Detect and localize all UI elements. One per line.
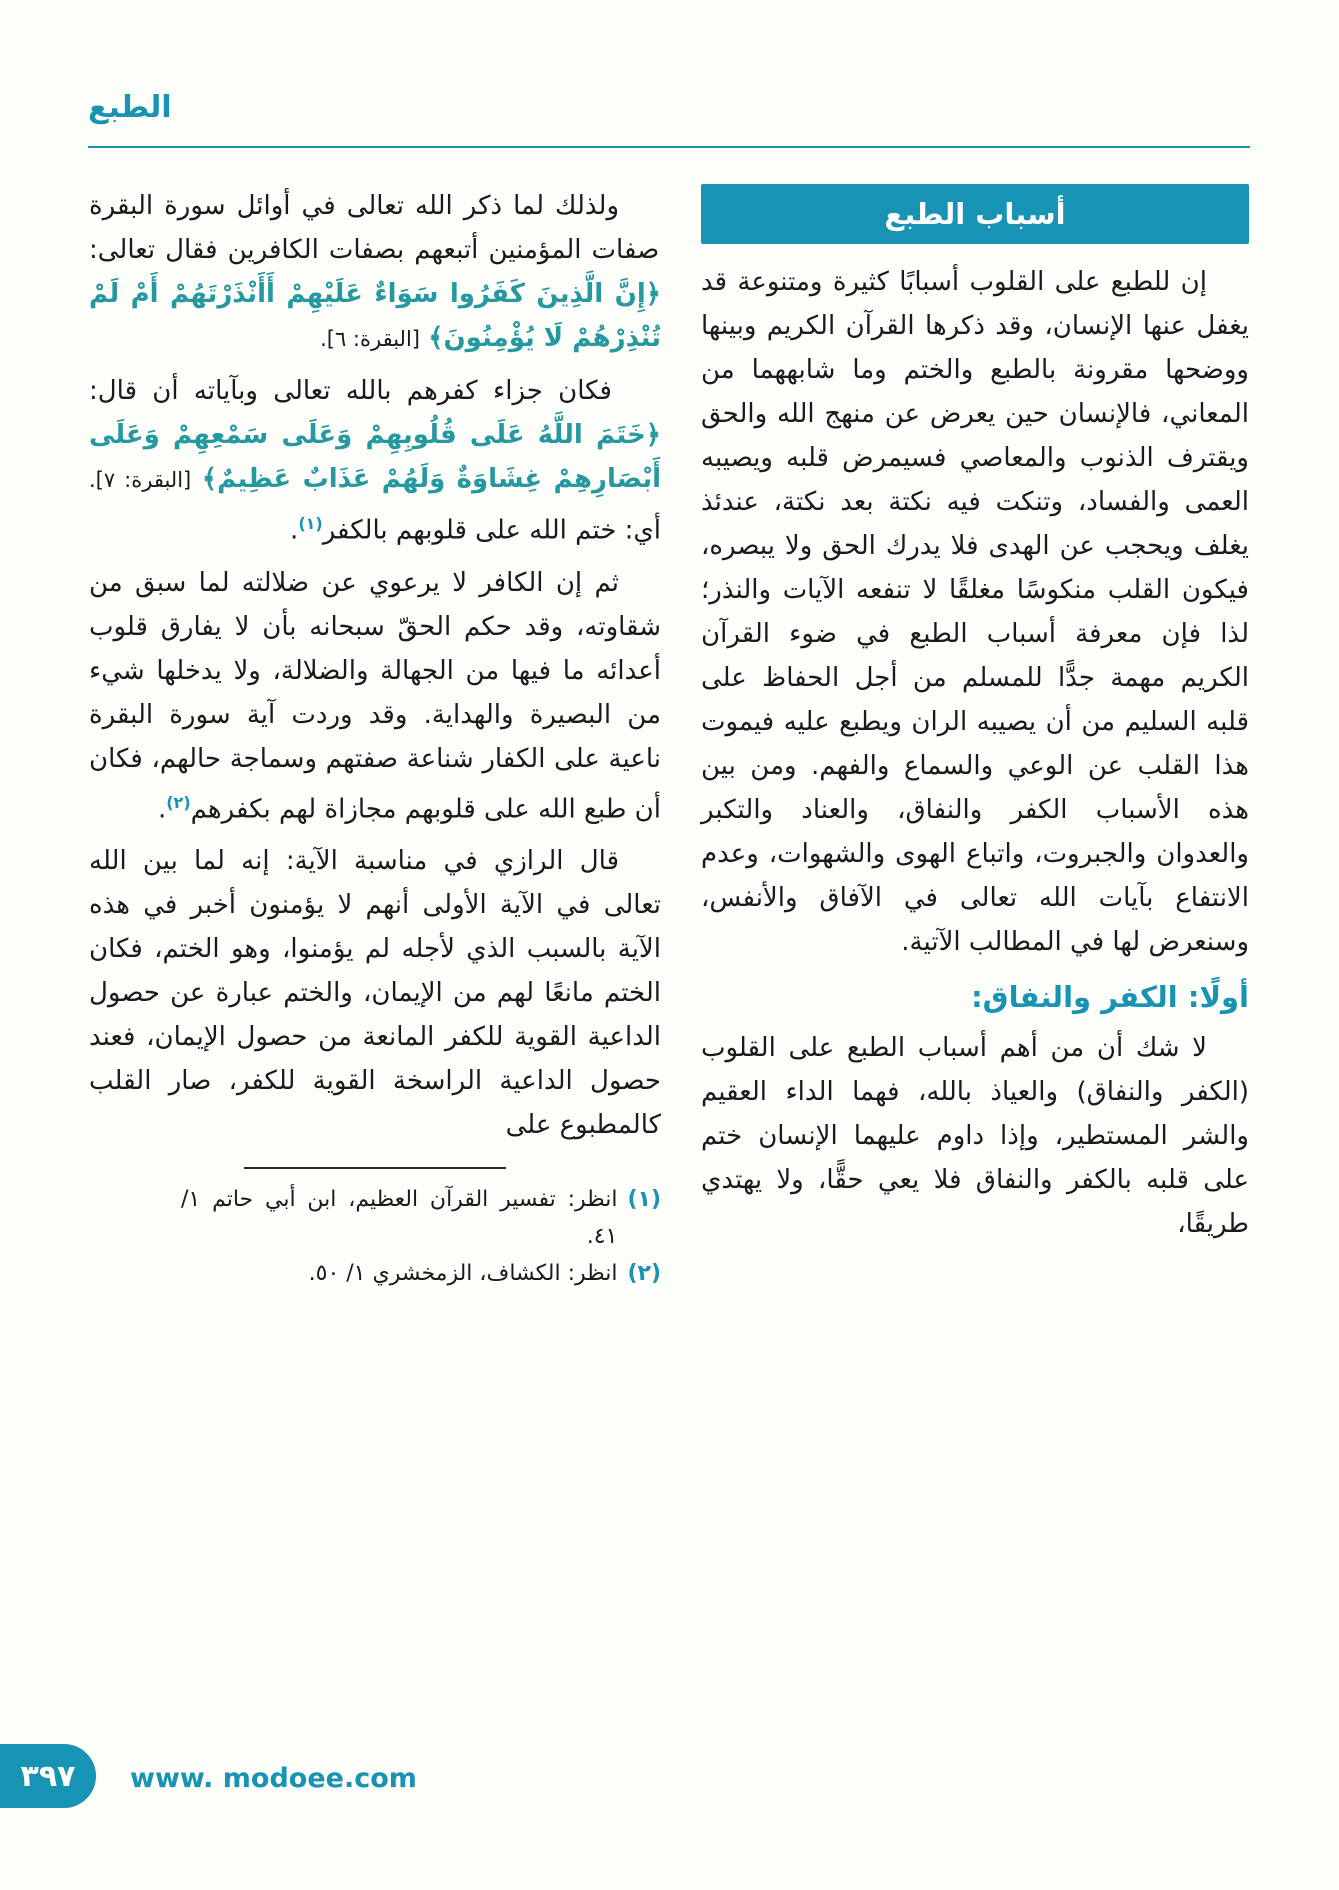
- paragraph-seal-verse: [89, 369, 661, 553]
- paragraph-baqara-intro: [89, 184, 661, 361]
- subheading-first-cause: أولًا: الكفر والنفاق:: [971, 980, 1249, 1014]
- paragraph-kafir-state: [89, 561, 661, 832]
- paragraph-razi-quote: قال الرازي في مناسبة الآية: إنه لما بين الله تعالى في الآية الأولى أنهم لا يؤمنون أخبر في هذه الآية بالسبب الذي لأجله لم يؤمنوا، وهو الختم، فكان الختم مانعًا لهم من الإيمان، والختم عبارة عن حصول الداعية القوية للكفر المانعة من حصول الإيمان، فعند حصول الداعية الراسخة القوية للكفر، صار القلب كالمطبوع على: [89, 846, 661, 1141]
- footnote-number: (٢): [627, 1261, 661, 1287]
- footnote-1: [181, 1181, 661, 1255]
- paragraph-text: ولذلك لما ذكر الله تعالى في أوائل سورة البقرة صفات المؤمنين أتبعهم بصفات الكافرين فقال تعالى:: [89, 191, 660, 265]
- paragraph-text: أي: ختم الله على قلوبهم بالكفر: [322, 515, 661, 546]
- page-number-badge: ٣٩٧: [0, 1744, 96, 1808]
- footnote-number: (١): [627, 1187, 661, 1213]
- footnotes: [181, 1181, 661, 1292]
- paragraph-kufr-nifaq: لا شك أن من أهم أسباب الطبع على القلوب (الكفر والنفاق) والعياذ بالله، فهما الداء العقيم والشر المستطير، وإذا داوم عليهما الإنسان ختم على قلبه بالكفر والنفاق فلا يعي حقًّا، ولا يهتدي طريقًا،: [701, 1033, 1249, 1239]
- verse-reference-baqara-7: [البقرة: ٧].: [89, 468, 192, 492]
- running-head-title: الطبع: [88, 90, 172, 125]
- header-rule: [88, 146, 1250, 148]
- quran-verse-baqara-7: ﴿خَتَمَ اللَّهُ عَلَى قُلُوبِهِمْ وَعَلَى سَمْعِهِمْ وَعَلَى أَبْصَارِهِمْ غِشَاوَةٌ وَلَهُمْ عَذَابٌ عَظِيمٌ﴾: [89, 420, 662, 494]
- footnote-2: [181, 1255, 661, 1292]
- paragraph-text: .: [290, 515, 299, 546]
- paragraph-causes-of-sealing: إن للطبع على القلوب أسبابًا كثيرة ومتنوعة قد يغفل عنها الإنسان، وقد ذكرها القرآن الكريم وبينها ووضحها مقرونة بالطبع والختم وما شابههما من المعاني، فالإنسان حين يعرض عن منهج الله والحق ويقترف الذنوب والمعاصي فسيمرض قلبه ويصيبه العمى والفساد، وتنكت فيه نكتة بعد نكتة، عندئذ يغلف ويحجب عن الهدى فلا يدرك الحق ولا يبصره، فيكون القلب منكوسًا مغلقًا لا تنفعه الآيات والنذر؛ لذا فإن معرفة أسباب الطبع في ضوء القرآن الكريم مهمة جدًّا للمسلم من أجل الحفاظ على قلبه السليم من أن يصيبه الران ويطبع عليه فيموت هذا القلب عن الوعي والسماع والفهم. ومن بين هذه الأسباب الكفر والنفاق، والعناد والتكبر والعدوان والجبروت، واتباع الهوى والشهوات، وعدم الانتفاع بآيات الله تعالى في الآفاق والأنفس، وسنعرض لها في المطالب الآتية.: [701, 267, 1249, 957]
- section-heading-box: [701, 184, 1249, 244]
- verse-reference-baqara-6: [البقرة: ٦].: [320, 327, 420, 351]
- column-right: [701, 184, 1249, 1254]
- footnote-separator: [244, 1167, 506, 1169]
- footnote-marker-1: (١): [298, 514, 323, 533]
- footnote-text: انظر: الكشاف، الزمخشري ١/ ٥٠.: [308, 1261, 618, 1287]
- footnote-marker-2: (٢): [166, 792, 191, 812]
- footnote-text: انظر: تفسير القرآن العظيم، ابن أبي حاتم ١/ ٤١.: [181, 1187, 618, 1250]
- paragraph-text: ثم إن الكافر لا يرعوي عن ضلالته لما سبق من شقاوته، وقد حكم الحقّ سبحانه بأن لا يفارق قلوب أعدائه ما فيها من الجهالة والضلالة، ولا يدخلها شيء من البصيرة والهداية. وقد وردت آية سورة البقرة ناعية على الكفار شناعة صفتهم وسماجة حالهم، فكان أن طبع الله على قلوبهم مجازاة لهم بكفرهم: [89, 567, 661, 825]
- paragraph-text: .: [157, 794, 167, 825]
- website-url: www. modoee.com: [130, 1763, 417, 1794]
- quran-verse-baqara-6: ﴿إِنَّ الَّذِينَ كَفَرُوا سَوَاءٌ عَلَيْهِمْ أَأَنْذَرْتَهُمْ أَمْ لَمْ تُنْذِرْهُمْ لَا يُؤْمِنُونَ﴾: [89, 279, 661, 353]
- page-content: [89, 184, 1249, 1292]
- column-left: [89, 184, 661, 1292]
- section-heading: أسباب الطبع: [884, 197, 1066, 231]
- paragraph-text: فكان جزاء كفرهم بالله تعالى وبآياته أن قال:: [89, 376, 612, 406]
